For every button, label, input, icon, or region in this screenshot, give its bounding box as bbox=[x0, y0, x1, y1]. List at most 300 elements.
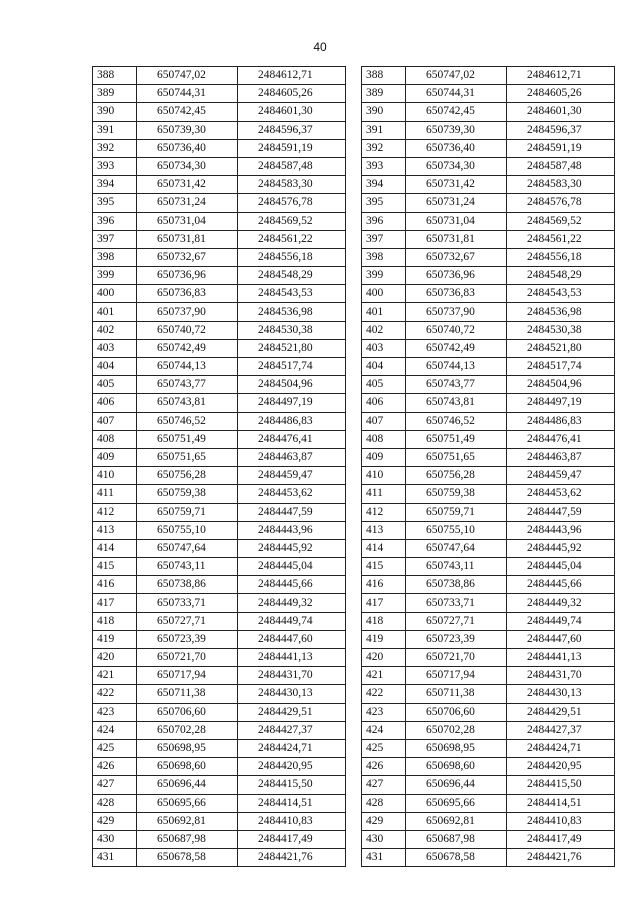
y-coordinate-cell: 2484561,22 bbox=[238, 230, 346, 248]
x-coordinate-cell: 650733,71 bbox=[406, 594, 507, 612]
x-coordinate-cell: 650736,40 bbox=[137, 139, 238, 157]
y-coordinate-cell: 2484583,30 bbox=[507, 176, 615, 194]
y-coordinate-cell: 2484420,95 bbox=[507, 758, 615, 776]
x-coordinate-cell: 650738,86 bbox=[137, 576, 238, 594]
y-coordinate-cell: 2484596,37 bbox=[238, 121, 346, 139]
point-number-cell: 395 bbox=[93, 194, 137, 212]
y-coordinate-cell: 2484445,66 bbox=[507, 576, 615, 594]
point-number-cell: 402 bbox=[362, 321, 406, 339]
y-coordinate-cell: 2484430,13 bbox=[238, 685, 346, 703]
point-number-cell: 424 bbox=[362, 721, 406, 739]
y-coordinate-cell: 2484445,04 bbox=[238, 558, 346, 576]
x-coordinate-cell: 650696,44 bbox=[137, 776, 238, 794]
y-coordinate-cell: 2484576,78 bbox=[238, 194, 346, 212]
point-number-cell: 396 bbox=[362, 212, 406, 230]
table-row bbox=[93, 576, 346, 594]
y-coordinate-cell: 2484420,95 bbox=[238, 758, 346, 776]
x-coordinate-cell: 650678,58 bbox=[137, 849, 238, 867]
table-row bbox=[362, 103, 615, 121]
x-coordinate-cell: 650747,64 bbox=[137, 539, 238, 557]
point-number-cell: 406 bbox=[93, 394, 137, 412]
y-coordinate-cell: 2484517,74 bbox=[507, 358, 615, 376]
x-coordinate-cell: 650702,28 bbox=[137, 721, 238, 739]
table-row bbox=[93, 103, 346, 121]
y-coordinate-cell: 2484556,18 bbox=[238, 248, 346, 266]
point-number-cell: 420 bbox=[362, 649, 406, 667]
table-row bbox=[93, 467, 346, 485]
point-number-cell: 398 bbox=[93, 248, 137, 266]
y-coordinate-cell: 2484569,52 bbox=[238, 212, 346, 230]
x-coordinate-cell: 650731,42 bbox=[137, 176, 238, 194]
point-number-cell: 391 bbox=[362, 121, 406, 139]
point-number-cell: 422 bbox=[362, 685, 406, 703]
table-row bbox=[362, 303, 615, 321]
point-number-cell: 407 bbox=[362, 412, 406, 430]
x-coordinate-cell: 650742,49 bbox=[137, 339, 238, 357]
table-row bbox=[93, 649, 346, 667]
table-row bbox=[362, 721, 615, 739]
coordinates-table-left bbox=[92, 66, 346, 867]
point-number-cell: 410 bbox=[93, 467, 137, 485]
point-number-cell: 408 bbox=[93, 430, 137, 448]
point-number-cell: 422 bbox=[93, 685, 137, 703]
y-coordinate-cell: 2484445,66 bbox=[238, 576, 346, 594]
point-number-cell: 415 bbox=[362, 558, 406, 576]
table-row bbox=[362, 121, 615, 139]
y-coordinate-cell: 2484429,51 bbox=[238, 703, 346, 721]
table-row bbox=[362, 230, 615, 248]
y-coordinate-cell: 2484421,76 bbox=[507, 849, 615, 867]
point-number-cell: 394 bbox=[362, 176, 406, 194]
table-row bbox=[362, 503, 615, 521]
y-coordinate-cell: 2484596,37 bbox=[507, 121, 615, 139]
table-row bbox=[93, 358, 346, 376]
y-coordinate-cell: 2484517,74 bbox=[238, 358, 346, 376]
point-number-cell: 403 bbox=[362, 339, 406, 357]
x-coordinate-cell: 650698,60 bbox=[137, 758, 238, 776]
y-coordinate-cell: 2484427,37 bbox=[238, 721, 346, 739]
y-coordinate-cell: 2484569,52 bbox=[507, 212, 615, 230]
point-number-cell: 428 bbox=[93, 794, 137, 812]
table-row bbox=[93, 285, 346, 303]
point-number-cell: 411 bbox=[362, 485, 406, 503]
y-coordinate-cell: 2484449,32 bbox=[507, 594, 615, 612]
x-coordinate-cell: 650695,66 bbox=[406, 794, 507, 812]
table-row bbox=[93, 721, 346, 739]
y-coordinate-cell: 2484536,98 bbox=[507, 303, 615, 321]
x-coordinate-cell: 650756,28 bbox=[137, 467, 238, 485]
x-coordinate-cell: 650751,65 bbox=[406, 448, 507, 466]
table-row bbox=[93, 594, 346, 612]
y-coordinate-cell: 2484431,70 bbox=[238, 667, 346, 685]
point-number-cell: 388 bbox=[93, 67, 137, 85]
y-coordinate-cell: 2484605,26 bbox=[238, 85, 346, 103]
table-row bbox=[93, 339, 346, 357]
y-coordinate-cell: 2484548,29 bbox=[507, 267, 615, 285]
point-number-cell: 398 bbox=[362, 248, 406, 266]
point-number-cell: 421 bbox=[362, 667, 406, 685]
y-coordinate-cell: 2484548,29 bbox=[238, 267, 346, 285]
table-row bbox=[93, 776, 346, 794]
x-coordinate-cell: 650755,10 bbox=[406, 521, 507, 539]
x-coordinate-cell: 650759,71 bbox=[406, 503, 507, 521]
point-number-cell: 419 bbox=[362, 630, 406, 648]
table-row bbox=[93, 139, 346, 157]
x-coordinate-cell: 650678,58 bbox=[406, 849, 507, 867]
point-number-cell: 427 bbox=[93, 776, 137, 794]
point-number-cell: 412 bbox=[93, 503, 137, 521]
table-row bbox=[93, 394, 346, 412]
x-coordinate-cell: 650692,81 bbox=[406, 812, 507, 830]
point-number-cell: 407 bbox=[93, 412, 137, 430]
table-row bbox=[93, 630, 346, 648]
y-coordinate-cell: 2484441,13 bbox=[238, 649, 346, 667]
point-number-cell: 392 bbox=[362, 139, 406, 157]
y-coordinate-cell: 2484447,60 bbox=[238, 630, 346, 648]
y-coordinate-cell: 2484427,37 bbox=[507, 721, 615, 739]
table-row bbox=[93, 176, 346, 194]
table-row bbox=[93, 85, 346, 103]
x-coordinate-cell: 650742,49 bbox=[406, 339, 507, 357]
table-row bbox=[93, 303, 346, 321]
y-coordinate-cell: 2484459,47 bbox=[238, 467, 346, 485]
y-coordinate-cell: 2484521,80 bbox=[507, 339, 615, 357]
table-row bbox=[362, 139, 615, 157]
point-number-cell: 392 bbox=[93, 139, 137, 157]
point-number-cell: 405 bbox=[93, 376, 137, 394]
y-coordinate-cell: 2484576,78 bbox=[507, 194, 615, 212]
y-coordinate-cell: 2484591,19 bbox=[238, 139, 346, 157]
table-row bbox=[362, 467, 615, 485]
table-row bbox=[93, 812, 346, 830]
y-coordinate-cell: 2484476,41 bbox=[507, 430, 615, 448]
x-coordinate-cell: 650732,67 bbox=[406, 248, 507, 266]
table-row bbox=[93, 448, 346, 466]
point-number-cell: 409 bbox=[93, 448, 137, 466]
x-coordinate-cell: 650738,86 bbox=[406, 576, 507, 594]
table-row bbox=[93, 667, 346, 685]
table-row bbox=[362, 794, 615, 812]
point-number-cell: 431 bbox=[362, 849, 406, 867]
x-coordinate-cell: 650727,71 bbox=[137, 612, 238, 630]
y-coordinate-cell: 2484447,59 bbox=[238, 503, 346, 521]
table-row bbox=[362, 85, 615, 103]
y-coordinate-cell: 2484583,30 bbox=[238, 176, 346, 194]
point-number-cell: 426 bbox=[93, 758, 137, 776]
table-row bbox=[362, 448, 615, 466]
x-coordinate-cell: 650751,49 bbox=[137, 430, 238, 448]
x-coordinate-cell: 650687,98 bbox=[137, 830, 238, 848]
x-coordinate-cell: 650759,71 bbox=[137, 503, 238, 521]
point-number-cell: 406 bbox=[362, 394, 406, 412]
x-coordinate-cell: 650706,60 bbox=[137, 703, 238, 721]
point-number-cell: 425 bbox=[362, 739, 406, 757]
point-number-cell: 396 bbox=[93, 212, 137, 230]
point-number-cell: 426 bbox=[362, 758, 406, 776]
point-number-cell: 420 bbox=[93, 649, 137, 667]
y-coordinate-cell: 2484504,96 bbox=[507, 376, 615, 394]
point-number-cell: 410 bbox=[362, 467, 406, 485]
table-row bbox=[93, 230, 346, 248]
x-coordinate-cell: 650736,96 bbox=[137, 267, 238, 285]
x-coordinate-cell: 650733,71 bbox=[137, 594, 238, 612]
table-row bbox=[362, 776, 615, 794]
x-coordinate-cell: 650744,13 bbox=[137, 358, 238, 376]
table-row bbox=[362, 430, 615, 448]
point-number-cell: 397 bbox=[362, 230, 406, 248]
x-coordinate-cell: 650731,81 bbox=[406, 230, 507, 248]
table-row bbox=[93, 430, 346, 448]
x-coordinate-cell: 650743,77 bbox=[137, 376, 238, 394]
x-coordinate-cell: 650742,45 bbox=[406, 103, 507, 121]
point-number-cell: 430 bbox=[362, 830, 406, 848]
x-coordinate-cell: 650742,45 bbox=[137, 103, 238, 121]
y-coordinate-cell: 2484612,71 bbox=[238, 67, 346, 85]
point-number-cell: 429 bbox=[93, 812, 137, 830]
table-row bbox=[93, 612, 346, 630]
table-row bbox=[362, 849, 615, 867]
x-coordinate-cell: 650739,30 bbox=[406, 121, 507, 139]
y-coordinate-cell: 2484486,83 bbox=[238, 412, 346, 430]
point-number-cell: 404 bbox=[93, 358, 137, 376]
x-coordinate-cell: 650731,04 bbox=[406, 212, 507, 230]
x-coordinate-cell: 650744,31 bbox=[137, 85, 238, 103]
x-coordinate-cell: 650696,44 bbox=[406, 776, 507, 794]
table-row bbox=[362, 812, 615, 830]
y-coordinate-cell: 2484530,38 bbox=[507, 321, 615, 339]
table-row bbox=[362, 321, 615, 339]
x-coordinate-cell: 650746,52 bbox=[137, 412, 238, 430]
y-coordinate-cell: 2484601,30 bbox=[507, 103, 615, 121]
table-row bbox=[93, 539, 346, 557]
x-coordinate-cell: 650737,90 bbox=[406, 303, 507, 321]
table-row bbox=[93, 157, 346, 175]
y-coordinate-cell: 2484445,92 bbox=[238, 539, 346, 557]
point-number-cell: 427 bbox=[362, 776, 406, 794]
y-coordinate-cell: 2484453,62 bbox=[507, 485, 615, 503]
point-number-cell: 415 bbox=[93, 558, 137, 576]
y-coordinate-cell: 2484591,19 bbox=[507, 139, 615, 157]
x-coordinate-cell: 650739,30 bbox=[137, 121, 238, 139]
point-number-cell: 414 bbox=[93, 539, 137, 557]
y-coordinate-cell: 2484424,71 bbox=[507, 739, 615, 757]
table-row bbox=[362, 649, 615, 667]
point-number-cell: 393 bbox=[362, 157, 406, 175]
point-number-cell: 412 bbox=[362, 503, 406, 521]
point-number-cell: 419 bbox=[93, 630, 137, 648]
point-number-cell: 403 bbox=[93, 339, 137, 357]
y-coordinate-cell: 2484415,50 bbox=[238, 776, 346, 794]
x-coordinate-cell: 650734,30 bbox=[137, 157, 238, 175]
point-number-cell: 414 bbox=[362, 539, 406, 557]
table-row bbox=[362, 67, 615, 85]
x-coordinate-cell: 650736,83 bbox=[406, 285, 507, 303]
point-number-cell: 430 bbox=[93, 830, 137, 848]
x-coordinate-cell: 650706,60 bbox=[406, 703, 507, 721]
table-row bbox=[362, 376, 615, 394]
x-coordinate-cell: 650717,94 bbox=[406, 667, 507, 685]
x-coordinate-cell: 650727,71 bbox=[406, 612, 507, 630]
y-coordinate-cell: 2484445,92 bbox=[507, 539, 615, 557]
table-row bbox=[362, 157, 615, 175]
y-coordinate-cell: 2484449,32 bbox=[238, 594, 346, 612]
point-number-cell: 393 bbox=[93, 157, 137, 175]
table-row bbox=[362, 685, 615, 703]
x-coordinate-cell: 650687,98 bbox=[406, 830, 507, 848]
y-coordinate-cell: 2484430,13 bbox=[507, 685, 615, 703]
table-row bbox=[362, 339, 615, 357]
y-coordinate-cell: 2484424,71 bbox=[238, 739, 346, 757]
point-number-cell: 416 bbox=[93, 576, 137, 594]
x-coordinate-cell: 650732,67 bbox=[137, 248, 238, 266]
x-coordinate-cell: 650751,65 bbox=[137, 448, 238, 466]
y-coordinate-cell: 2484497,19 bbox=[507, 394, 615, 412]
table-row bbox=[362, 612, 615, 630]
table-row bbox=[362, 176, 615, 194]
point-number-cell: 423 bbox=[362, 703, 406, 721]
table-row bbox=[93, 830, 346, 848]
y-coordinate-cell: 2484445,04 bbox=[507, 558, 615, 576]
point-number-cell: 391 bbox=[93, 121, 137, 139]
table-row bbox=[362, 576, 615, 594]
y-coordinate-cell: 2484414,51 bbox=[507, 794, 615, 812]
x-coordinate-cell: 650692,81 bbox=[137, 812, 238, 830]
point-number-cell: 388 bbox=[362, 67, 406, 85]
table-row bbox=[93, 212, 346, 230]
table-row bbox=[93, 849, 346, 867]
x-coordinate-cell: 650743,81 bbox=[406, 394, 507, 412]
x-coordinate-cell: 650740,72 bbox=[406, 321, 507, 339]
y-coordinate-cell: 2484561,22 bbox=[507, 230, 615, 248]
point-number-cell: 401 bbox=[93, 303, 137, 321]
x-coordinate-cell: 650721,70 bbox=[137, 649, 238, 667]
point-number-cell: 404 bbox=[362, 358, 406, 376]
y-coordinate-cell: 2484543,53 bbox=[238, 285, 346, 303]
x-coordinate-cell: 650698,60 bbox=[406, 758, 507, 776]
x-coordinate-cell: 650711,38 bbox=[406, 685, 507, 703]
y-coordinate-cell: 2484449,74 bbox=[238, 612, 346, 630]
x-coordinate-cell: 650731,81 bbox=[137, 230, 238, 248]
x-coordinate-cell: 650731,24 bbox=[406, 194, 507, 212]
point-number-cell: 400 bbox=[93, 285, 137, 303]
y-coordinate-cell: 2484447,59 bbox=[507, 503, 615, 521]
x-coordinate-cell: 650747,02 bbox=[406, 67, 507, 85]
table-row bbox=[362, 703, 615, 721]
table-row bbox=[93, 321, 346, 339]
y-coordinate-cell: 2484421,76 bbox=[238, 849, 346, 867]
point-number-cell: 425 bbox=[93, 739, 137, 757]
y-coordinate-cell: 2484486,83 bbox=[507, 412, 615, 430]
y-coordinate-cell: 2484463,87 bbox=[507, 448, 615, 466]
x-coordinate-cell: 650755,10 bbox=[137, 521, 238, 539]
point-number-cell: 418 bbox=[362, 612, 406, 630]
coordinates-table-right bbox=[361, 66, 615, 867]
y-coordinate-cell: 2484497,19 bbox=[238, 394, 346, 412]
x-coordinate-cell: 650731,04 bbox=[137, 212, 238, 230]
point-number-cell: 429 bbox=[362, 812, 406, 830]
x-coordinate-cell: 650747,64 bbox=[406, 539, 507, 557]
x-coordinate-cell: 650731,42 bbox=[406, 176, 507, 194]
point-number-cell: 389 bbox=[93, 85, 137, 103]
y-coordinate-cell: 2484587,48 bbox=[238, 157, 346, 175]
point-number-cell: 399 bbox=[362, 267, 406, 285]
table-row bbox=[362, 739, 615, 757]
x-coordinate-cell: 650751,49 bbox=[406, 430, 507, 448]
x-coordinate-cell: 650698,95 bbox=[406, 739, 507, 757]
point-number-cell: 417 bbox=[93, 594, 137, 612]
x-coordinate-cell: 650736,96 bbox=[406, 267, 507, 285]
table-row bbox=[93, 758, 346, 776]
table-row bbox=[93, 739, 346, 757]
x-coordinate-cell: 650743,77 bbox=[406, 376, 507, 394]
y-coordinate-cell: 2484530,38 bbox=[238, 321, 346, 339]
y-coordinate-cell: 2484453,62 bbox=[238, 485, 346, 503]
table-row bbox=[93, 485, 346, 503]
point-number-cell: 409 bbox=[362, 448, 406, 466]
point-number-cell: 400 bbox=[362, 285, 406, 303]
x-coordinate-cell: 650731,24 bbox=[137, 194, 238, 212]
table-row bbox=[362, 830, 615, 848]
y-coordinate-cell: 2484429,51 bbox=[507, 703, 615, 721]
x-coordinate-cell: 650711,38 bbox=[137, 685, 238, 703]
x-coordinate-cell: 650721,70 bbox=[406, 649, 507, 667]
table-row bbox=[93, 248, 346, 266]
table-row bbox=[93, 376, 346, 394]
y-coordinate-cell: 2484410,83 bbox=[507, 812, 615, 830]
x-coordinate-cell: 650737,90 bbox=[137, 303, 238, 321]
table-row bbox=[93, 685, 346, 703]
x-coordinate-cell: 650743,81 bbox=[137, 394, 238, 412]
x-coordinate-cell: 650756,28 bbox=[406, 467, 507, 485]
point-number-cell: 397 bbox=[93, 230, 137, 248]
y-coordinate-cell: 2484417,49 bbox=[507, 830, 615, 848]
table-row bbox=[362, 485, 615, 503]
table-row bbox=[93, 521, 346, 539]
x-coordinate-cell: 650747,02 bbox=[137, 67, 238, 85]
table-row bbox=[362, 667, 615, 685]
table-row bbox=[362, 521, 615, 539]
point-number-cell: 408 bbox=[362, 430, 406, 448]
x-coordinate-cell: 650759,38 bbox=[406, 485, 507, 503]
point-number-cell: 390 bbox=[362, 103, 406, 121]
y-coordinate-cell: 2484415,50 bbox=[507, 776, 615, 794]
x-coordinate-cell: 650736,40 bbox=[406, 139, 507, 157]
y-coordinate-cell: 2484459,47 bbox=[507, 467, 615, 485]
x-coordinate-cell: 650744,31 bbox=[406, 85, 507, 103]
y-coordinate-cell: 2484443,96 bbox=[238, 521, 346, 539]
page-number: 40 bbox=[313, 40, 327, 54]
point-number-cell: 413 bbox=[362, 521, 406, 539]
table-row bbox=[362, 412, 615, 430]
table-row bbox=[362, 194, 615, 212]
y-coordinate-cell: 2484447,60 bbox=[507, 630, 615, 648]
y-coordinate-cell: 2484504,96 bbox=[238, 376, 346, 394]
table-row bbox=[93, 194, 346, 212]
table-row bbox=[362, 285, 615, 303]
point-number-cell: 417 bbox=[362, 594, 406, 612]
point-number-cell: 390 bbox=[93, 103, 137, 121]
x-coordinate-cell: 650702,28 bbox=[406, 721, 507, 739]
table-row bbox=[362, 248, 615, 266]
point-number-cell: 413 bbox=[93, 521, 137, 539]
point-number-cell: 411 bbox=[93, 485, 137, 503]
table-body-right bbox=[362, 67, 615, 867]
point-number-cell: 401 bbox=[362, 303, 406, 321]
point-number-cell: 421 bbox=[93, 667, 137, 685]
table-row bbox=[93, 121, 346, 139]
y-coordinate-cell: 2484417,49 bbox=[238, 830, 346, 848]
table-row bbox=[362, 212, 615, 230]
